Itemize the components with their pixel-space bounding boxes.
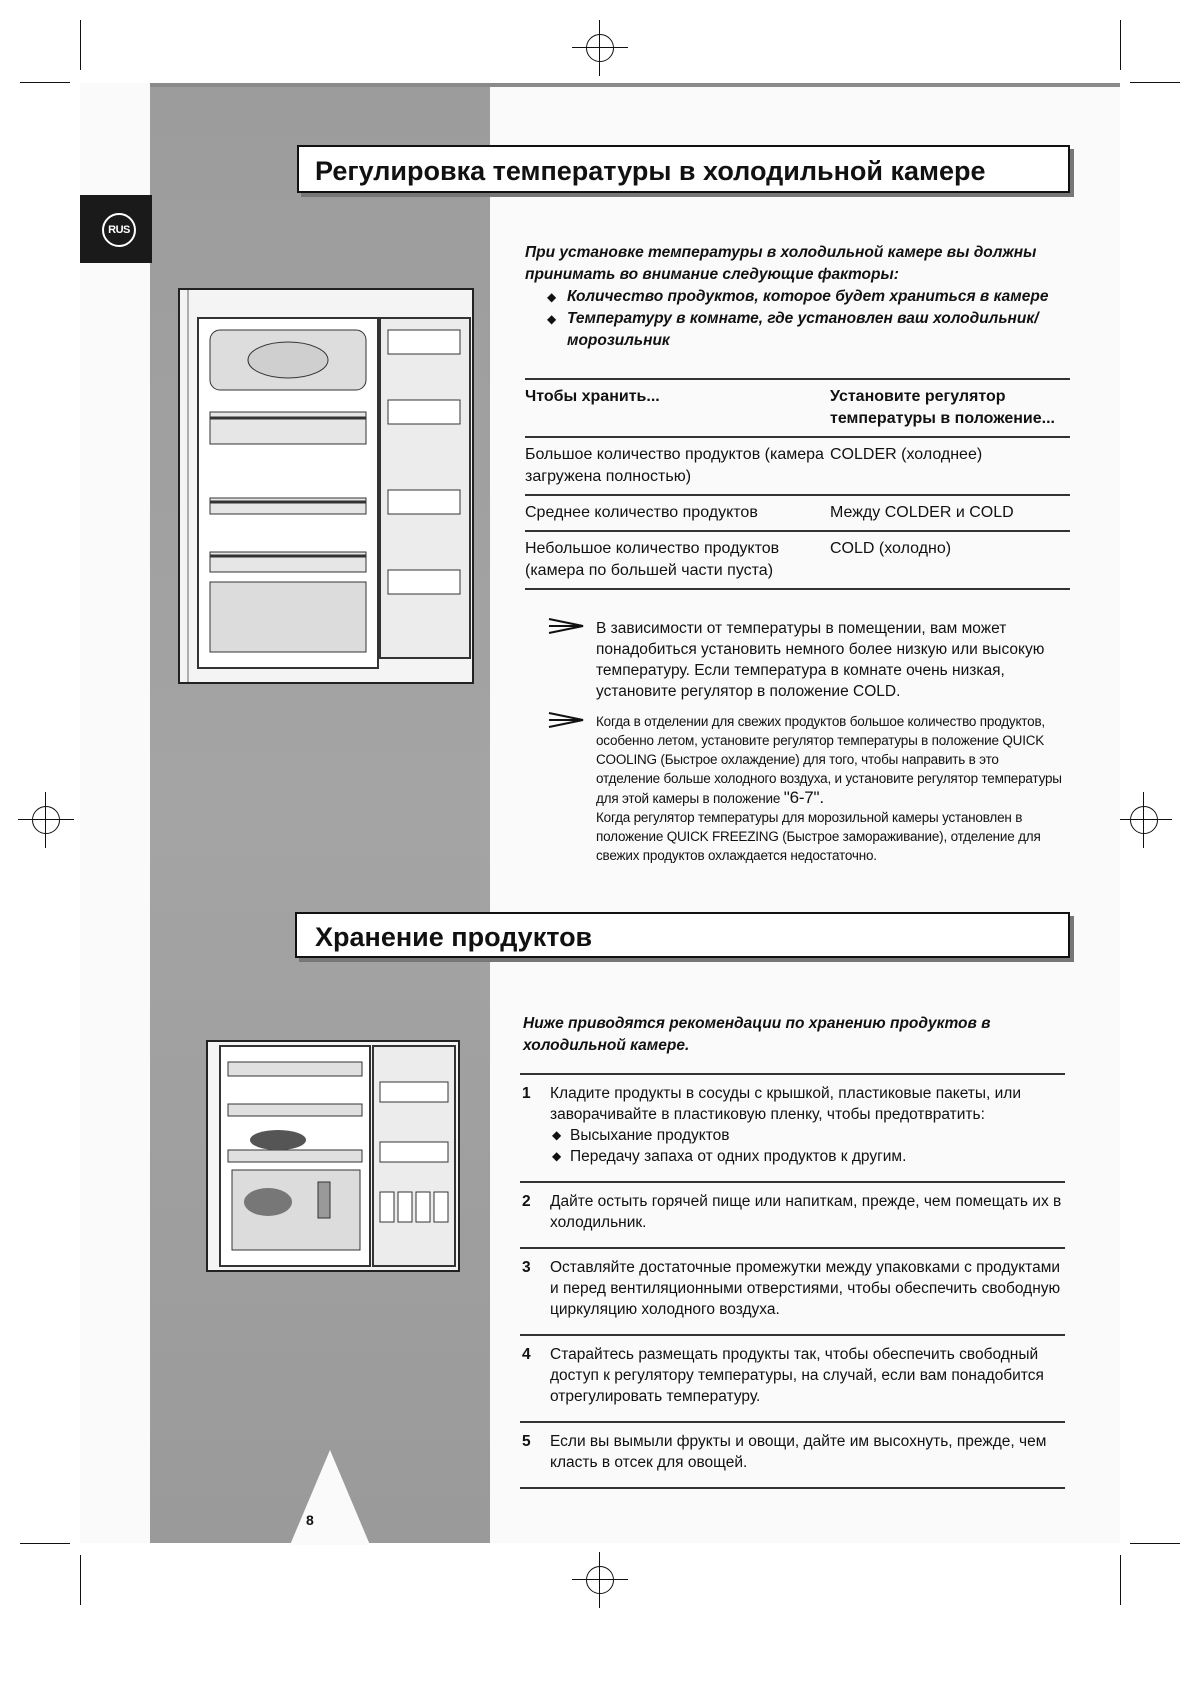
note-quick-cooling-text: Когда в отделении для свежих продуктов большое количество продуктов, особенно летом, установите регулятор температуры в положение QUICK COOLING (Быстрое охлаждение) для того, чтобы направить в это отделение больше холодного воздуха, и установите регулятор температуры для этой камеры в положение [596,714,1062,806]
note-arrow-icon [548,712,584,728]
table-cell: Между COLDER и COLD [830,504,1014,521]
step-number: 2 [522,1193,531,1210]
note-quick-cooling [548,712,1063,865]
storage-steps [520,1073,1065,1489]
step-text: Дайте остыть горячей пище или напиткам, прежде, чем помещать их в холодильник. [550,1193,1062,1231]
table-row [525,494,1070,530]
step-item [520,1334,1065,1421]
table-row [525,530,1070,590]
factor-item: ◆ Температуру в комнате, где установлен ваш холодильник/ морозильник [547,308,1075,352]
language-tab [80,195,152,263]
step-text: Если вы вымыли фрукты и овощи, дайте им высохнуть, прежде, чем класть в отсек для овощей. [550,1433,1047,1471]
fridge-interior-illustration [178,288,474,684]
table-cell: COLDER (холоднее) [830,446,983,463]
note-room-temperature [548,618,1063,702]
table-header-row [525,378,1070,436]
table-cell: Большое количество продуктов (камера загружена полностью) [525,446,824,485]
step-item [520,1421,1065,1489]
crop-mark [1120,20,1121,70]
registration-mark [1124,800,1164,840]
fridge-food-drawing [208,1042,458,1270]
storage-intro: Ниже приводятся рекомендации по хранению продуктов в холодильной камере. [523,1015,991,1054]
step-body [550,1083,1065,1167]
factor-list [525,286,1075,352]
crop-mark [20,82,70,83]
step-item [520,1073,1065,1181]
table-cell: Среднее количество продуктов [525,504,758,521]
step-bullet: ◆ Передачу запаха от одних продуктов к другим. [550,1146,1065,1167]
temperature-intro [525,242,1075,352]
crop-mark [1120,1555,1121,1605]
fridge-food-illustration [206,1040,460,1272]
step-number: 1 [522,1085,531,1102]
note-arrow-icon [548,618,584,634]
note-text [596,712,1063,865]
crop-mark [80,1555,81,1605]
registration-mark [580,28,620,68]
step-number: 3 [522,1259,531,1276]
step-number: 5 [522,1433,531,1450]
registration-mark [26,800,66,840]
step-text: Оставляйте достаточные промежутки между упаковками с продуктами и перед вентиляционными отверстиями, чтобы обеспечить свободную циркуляцию холодного воздуха. [550,1259,1061,1318]
section-title-storage: Хранение продуктов [295,912,1070,958]
section-title-temperature: Регулировка температуры в холодильной камере [297,145,1070,193]
crop-mark [80,20,81,70]
table-header-cell: Установите регулятор температуры в положение... [830,388,1055,427]
table-cell: COLD (холодно) [830,540,952,557]
fridge-interior-drawing [180,290,472,682]
step-item [520,1247,1065,1334]
crop-mark [1130,82,1180,83]
registration-mark [580,1560,620,1600]
top-rule [150,83,1120,87]
step-item [520,1181,1065,1247]
crop-mark [20,1543,70,1544]
note-quick-freezing-text: Когда регулятор температуры для морозильной камеры установлен в положение QUICK FREEZING (Быстрое замораживание), отделение для свежих продуктов охлаждается недостаточно. [596,810,1041,863]
intro-text: При установке температуры в холодильной камере вы должны принимать во внимание следующие факторы: [525,244,1037,283]
factor-item: ◆ Количество продуктов, которое будет храниться в камере [547,286,1075,308]
table-header-cell: Чтобы хранить... [525,388,660,405]
step-number: 4 [522,1346,531,1363]
step-text: Кладите продукты в сосуды с крышкой, пластиковые пакеты, или заворачивайте в пластиковую пленку, чтобы предотвратить: [550,1085,1022,1123]
page-number-notch [290,1450,370,1545]
step-bullet-list [550,1125,1065,1167]
table-cell: Небольшое количество продуктов (камера по большей части пуста) [525,540,780,579]
note-text: В зависимости от температуры в помещении, вам может понадобиться установить немного более низкую или высокую температуру. Если температура в комнате очень низкая, установите регулятор в положение COLD. [596,620,1045,700]
page-number: 8 [306,1512,314,1528]
step-bullet: ◆ Высыхание продуктов [550,1125,1065,1146]
table-row [525,436,1070,494]
step-text: Старайтесь размещать продукты так, чтобы обеспечить свободный доступ к регулятору температуры, на случай, если вам понадобится отрегулировать температуру. [550,1346,1044,1405]
language-label: RUS [102,213,136,247]
temperature-table [525,378,1070,590]
crop-mark [1130,1543,1180,1544]
setting-value: "6-7". [783,788,824,807]
